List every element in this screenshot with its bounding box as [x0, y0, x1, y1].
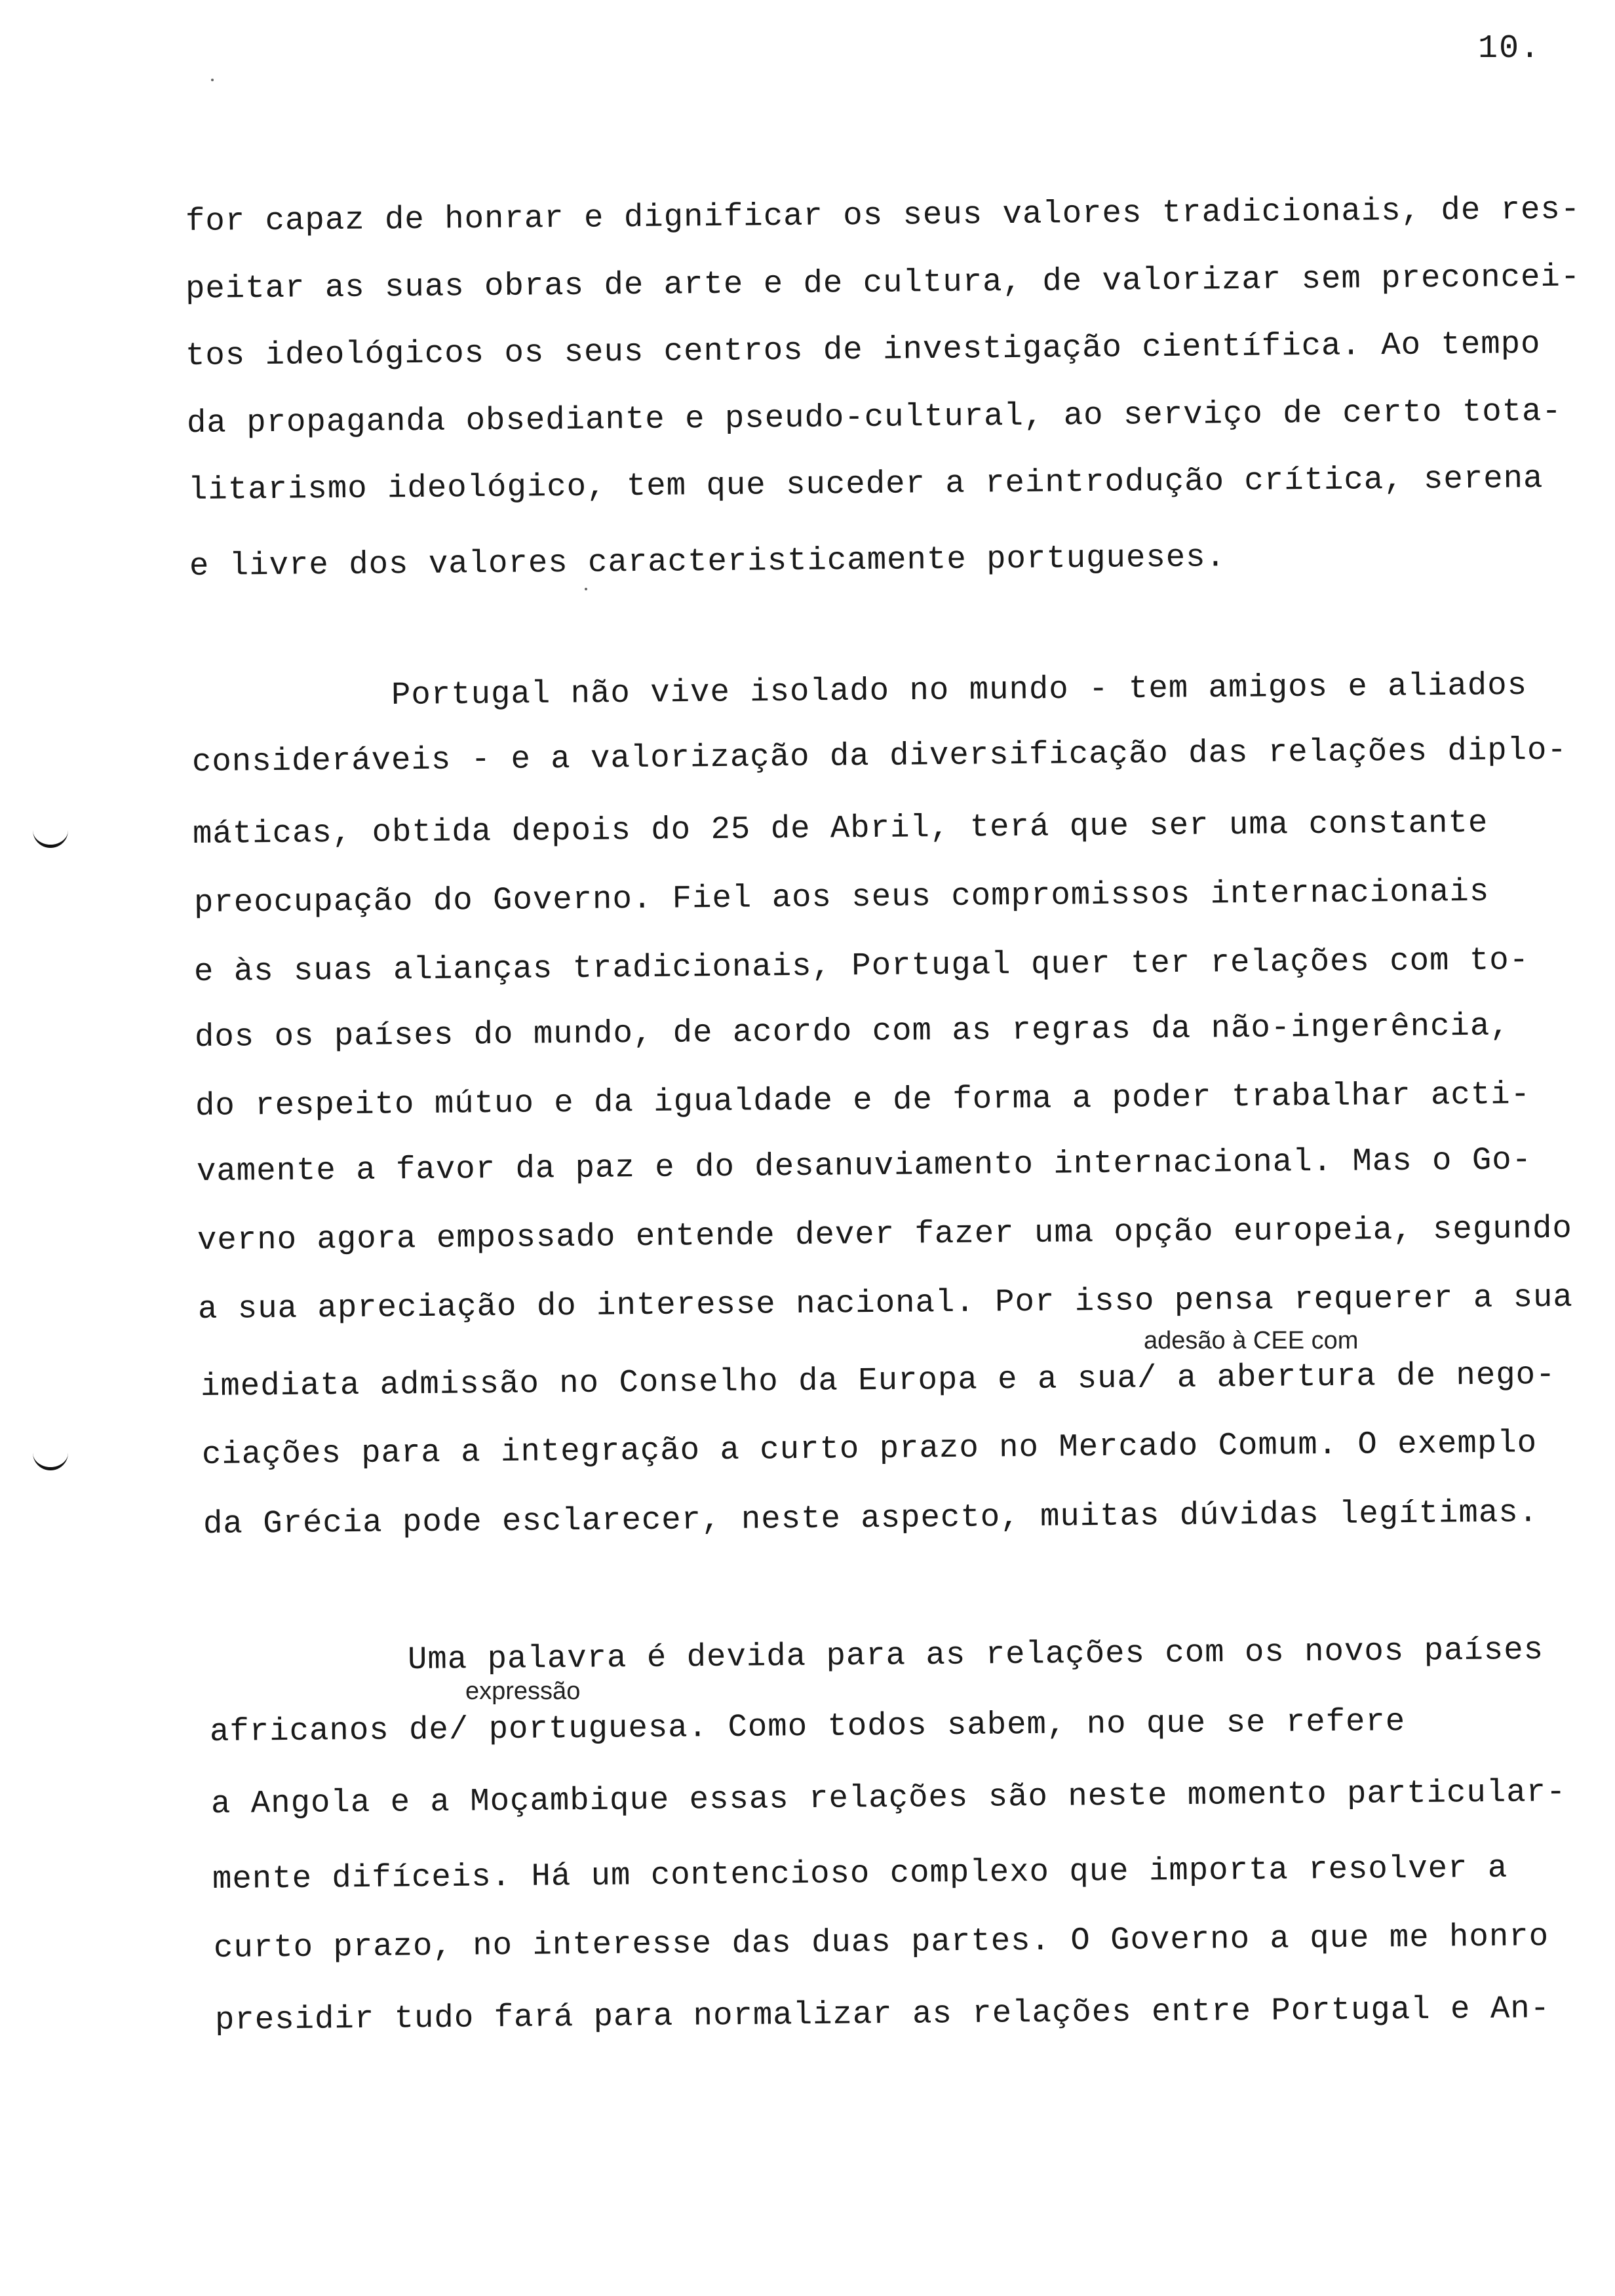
text-line: mente difíceis. Há um contencioso complexo que importa resolver a — [212, 1849, 1508, 1898]
text-line: verno agora empossado entende dever fazer uma opção europeia, segundo — [197, 1210, 1573, 1259]
text-line: a Angola e a Moçambique essas relações são neste momento particular- — [210, 1773, 1566, 1822]
text-line: peitar as suas obras de arte e de cultura, de valorizar sem preconcei- — [185, 258, 1581, 307]
text-line: e às suas alianças tradicionais, Portugal quer ter relações com to- — [193, 942, 1530, 990]
text-line: litarismo ideológico, tem que suceder a reintrodução crítica, serena — [187, 459, 1544, 508]
margin-mark — [33, 822, 68, 848]
text-line: preocupação do Governo. Fiel aos seus compromissos internacionais — [193, 873, 1490, 921]
text-line: imediata admissão no Conselho da Europa e a sua/ a abertura de nego- — [200, 1356, 1556, 1405]
speck — [211, 79, 214, 81]
speck — [585, 588, 587, 590]
margin-mark — [33, 1445, 68, 1470]
text-line: da Grécia pode esclarecer, neste aspecto, muitas dúvidas legítimas. — [203, 1494, 1539, 1542]
text-line: e livre dos valores caracteristicamente portugueses. — [189, 539, 1226, 584]
text-line: ciações para a integração a curto prazo no Mercado Comum. O exemplo — [201, 1425, 1538, 1473]
text-line: vamente a favor da paz e do desanuviamento internacional. Mas o Go- — [196, 1141, 1532, 1190]
handwritten-insertion: adesão à CEE com — [1144, 1327, 1359, 1354]
text-line: curto prazo, no interesse das duas partes. O Governo a que me honro — [213, 1918, 1549, 1966]
text-line: máticas, obtida depois do 25 de Abril, terá que ser uma constante — [192, 804, 1489, 852]
text-line: tos ideológicos os seus centros de investigação científica. Ao tempo — [185, 325, 1541, 374]
text-line: da propaganda obsediante e pseudo-cultural, ao serviço de certo tota- — [186, 392, 1563, 442]
text-line: do respeito mútuo e da igualdade e de forma a poder trabalhar acti- — [195, 1076, 1531, 1124]
text-line: for capaz de honrar e dignificar os seus valores tradicionais, de res- — [185, 191, 1581, 240]
text-line: presidir tudo fará para normalizar as relações entre Portugal e An- — [214, 1990, 1551, 2038]
page-number: 10. — [1478, 30, 1542, 67]
text-line: dos os países do mundo, de acordo com as regras da não-ingerência, — [194, 1007, 1510, 1056]
text-line: a sua apreciação do interesse nacional. Por isso pensa requerer a sua — [197, 1278, 1574, 1328]
text-line: Portugal não vive isolado no mundo - tem amigos e aliados — [391, 666, 1528, 714]
text-line: africanos de/ portuguesa. Como todos sabem, no que se refere — [209, 1703, 1406, 1750]
text-line: consideráveis - e a valorização da diversificação das relações diplo- — [191, 731, 1568, 780]
text-line: Uma palavra é devida para as relações com os novos países — [407, 1631, 1544, 1678]
handwritten-insertion: expressão — [465, 1677, 581, 1705]
